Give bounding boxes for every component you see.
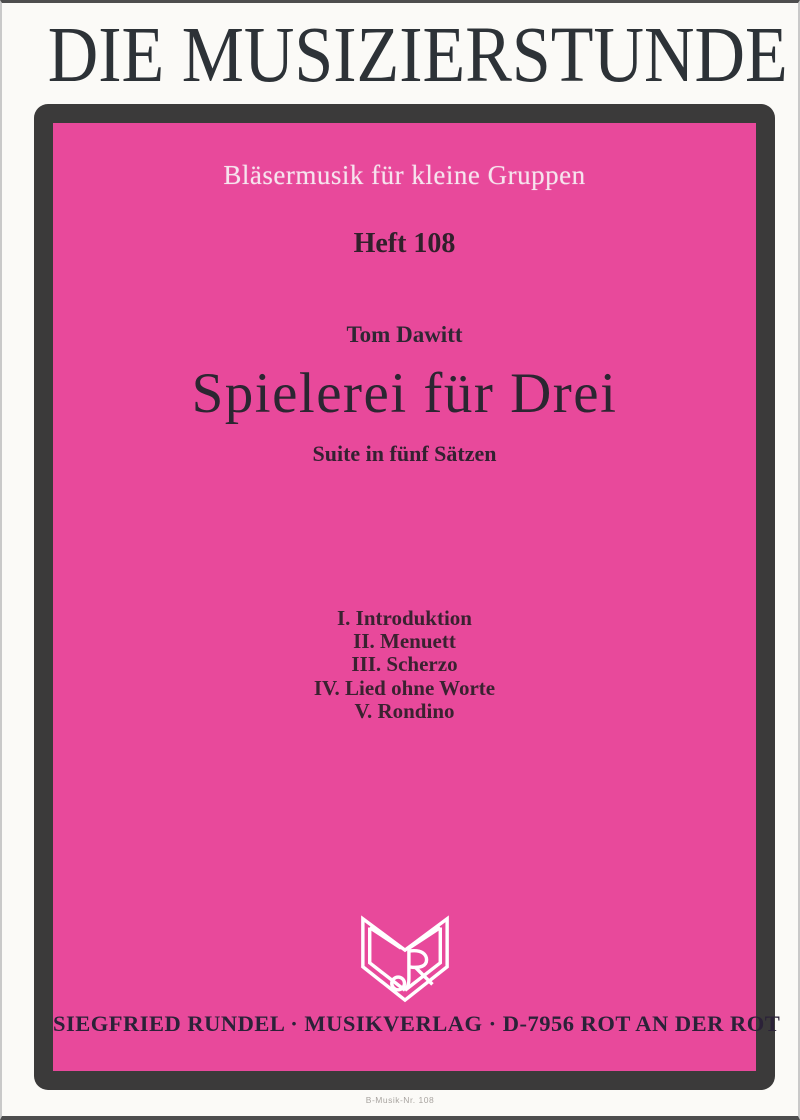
work-title: Spielerei für Drei xyxy=(191,362,618,425)
movement-item: IV. Lied ohne Worte xyxy=(313,675,496,700)
series-subtitle: Bläsermusik für kleine Gruppen xyxy=(223,160,586,190)
series-title: DIE MUSIZIERSTUNDE xyxy=(47,12,788,99)
publisher-imprint: SIEGFRIED RUNDEL · MUSIKVERLAG · D-7956 ROT AN DER ROT xyxy=(53,1011,781,1036)
movement-item: I. Introduktion xyxy=(336,606,472,630)
composer-name: Tom Dawitt xyxy=(346,322,463,347)
catalog-note: B-Musik-Nr. 108 xyxy=(365,1095,435,1105)
movement-item: V. Rondino xyxy=(354,698,455,723)
issue-number: Heft 108 xyxy=(353,228,456,259)
rundel-logo-icon xyxy=(356,906,454,1004)
movement-list xyxy=(53,607,756,723)
cover-panel xyxy=(34,104,781,1090)
movement-item: III. Scherzo xyxy=(351,652,458,677)
work-subtitle: Suite in fünf Sätzen xyxy=(312,441,497,466)
movement-item: II. Menuett xyxy=(353,629,456,654)
